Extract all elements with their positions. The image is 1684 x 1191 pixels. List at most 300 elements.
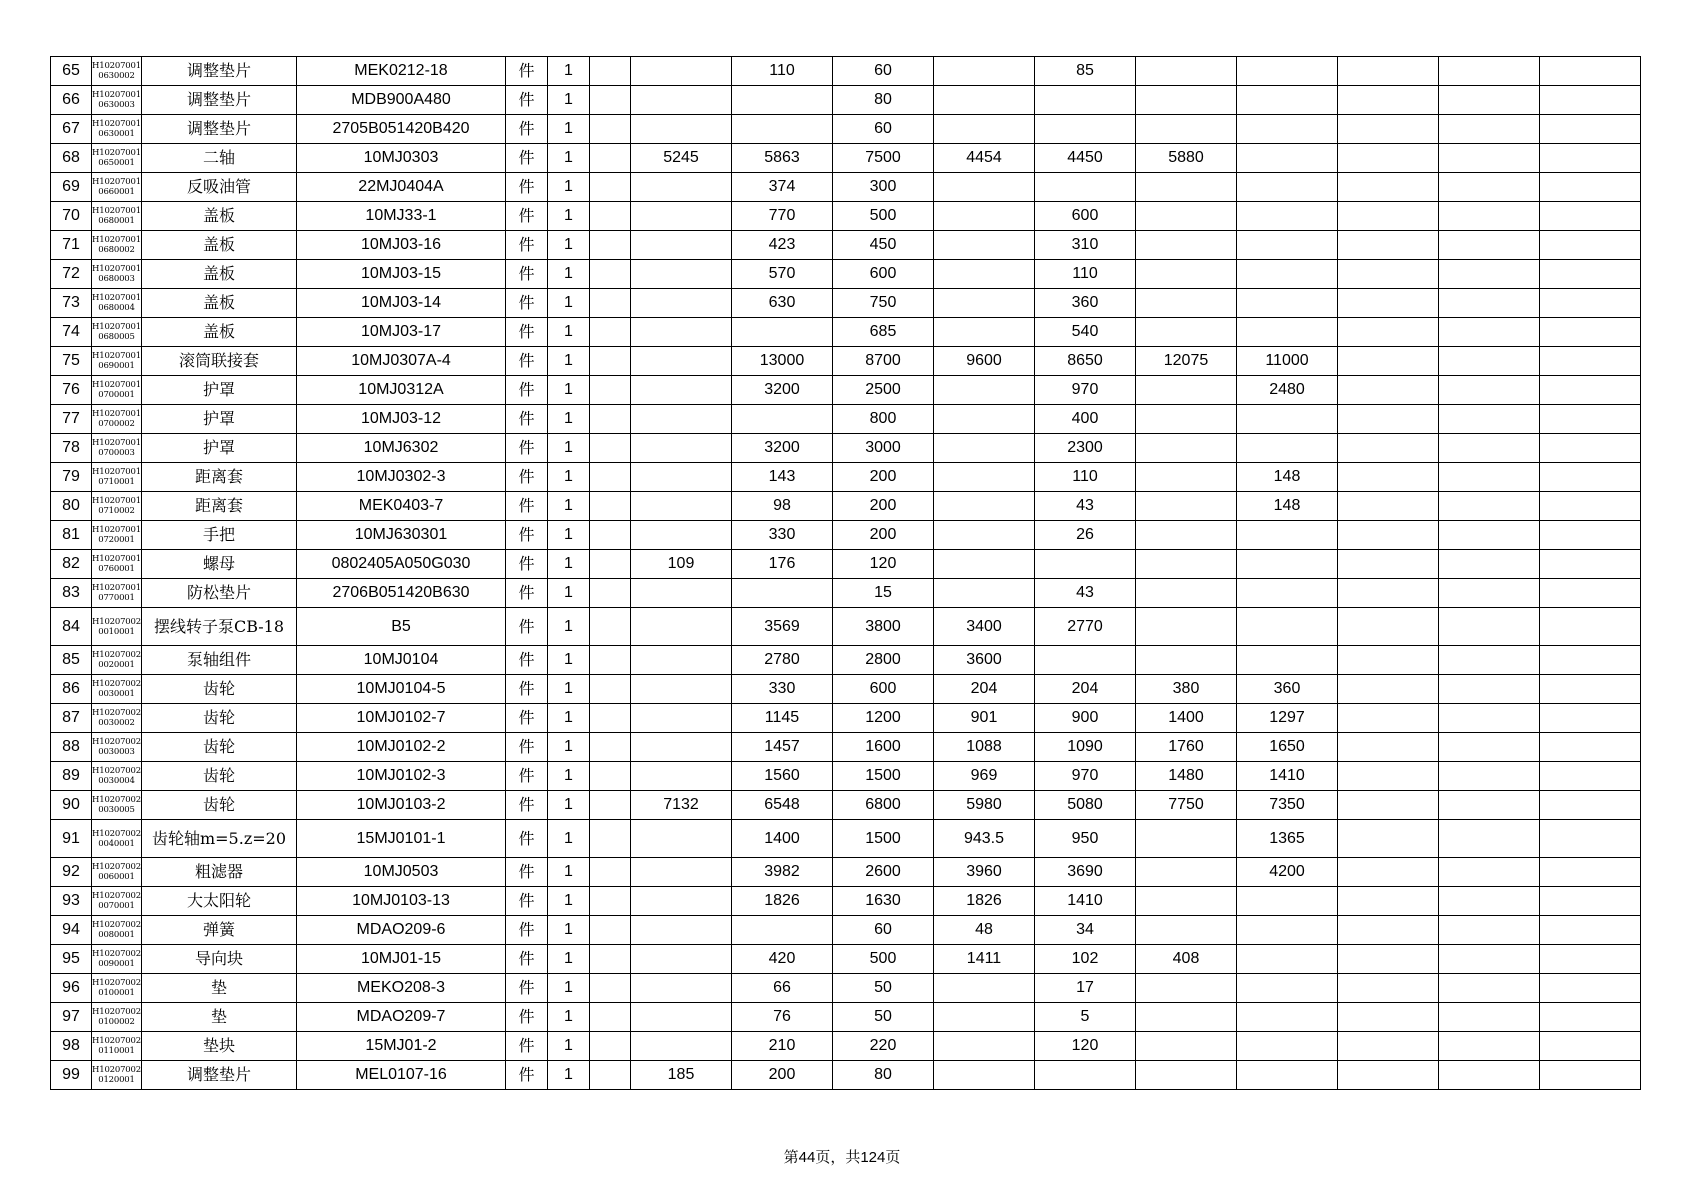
price-cell (1237, 202, 1338, 231)
price-cell (1338, 173, 1439, 202)
unit-cell: 件 (506, 704, 548, 733)
price-cell (1237, 887, 1338, 916)
table-row (51, 318, 1641, 347)
unit-cell: 件 (506, 260, 548, 289)
price-cell: 540 (1035, 318, 1136, 347)
item-code-line: 0700003 (98, 448, 135, 458)
quantity-cell: 1 (548, 733, 590, 762)
item-spec-cell: 10MJ0102-2 (297, 733, 506, 762)
price-cell: 8700 (833, 347, 934, 376)
item-code-cell (92, 820, 142, 858)
price-cell (631, 887, 732, 916)
price-cell: 76 (732, 1003, 833, 1032)
unit-cell: 件 (506, 550, 548, 579)
price-cell: 3000 (833, 434, 934, 463)
unit-cell: 件 (506, 579, 548, 608)
price-cell (590, 434, 631, 463)
price-cell (934, 405, 1035, 434)
price-cell (1439, 858, 1540, 887)
quantity-cell: 1 (548, 704, 590, 733)
price-cell: 110 (1035, 463, 1136, 492)
item-code-cell (92, 1003, 142, 1032)
item-code-line: 0030003 (98, 747, 135, 757)
price-cell (1439, 974, 1540, 1003)
price-cell (631, 1003, 732, 1032)
item-code-line: 0630001 (98, 129, 135, 139)
price-cell (590, 646, 631, 675)
price-cell (590, 376, 631, 405)
price-cell (1136, 376, 1237, 405)
row-number-cell: 85 (51, 646, 92, 675)
price-cell (1338, 791, 1439, 820)
price-cell (1338, 1061, 1439, 1090)
item-code-line: H10207001 (92, 438, 141, 448)
price-cell: 7750 (1136, 791, 1237, 820)
item-spec-cell: MEL0107-16 (297, 1061, 506, 1090)
price-cell (1338, 1032, 1439, 1061)
footer-prefix: 第 (783, 1148, 799, 1166)
price-cell (631, 733, 732, 762)
item-code-line: 0720001 (98, 535, 135, 545)
table-row (51, 916, 1641, 945)
item-code-cell (92, 858, 142, 887)
item-name-cell: 距离套 (142, 492, 297, 521)
row-number-cell: 96 (51, 974, 92, 1003)
item-code-line: 0700001 (98, 390, 135, 400)
price-cell: 5863 (732, 144, 833, 173)
quantity-cell: 1 (548, 791, 590, 820)
item-spec-cell: 10MJ03-16 (297, 231, 506, 260)
quantity-cell: 1 (548, 347, 590, 376)
item-spec-cell: 10MJ33-1 (297, 202, 506, 231)
price-cell (1540, 521, 1641, 550)
price-cell (1338, 820, 1439, 858)
price-cell: 600 (833, 260, 934, 289)
price-cell: 1500 (833, 820, 934, 858)
price-cell: 570 (732, 260, 833, 289)
item-spec-cell: 10MJ0103-2 (297, 791, 506, 820)
price-cell (1237, 231, 1338, 260)
price-cell (631, 820, 732, 858)
price-cell (1540, 347, 1641, 376)
price-cell (1540, 1003, 1641, 1032)
price-cell: 943.5 (934, 820, 1035, 858)
price-cell: 1630 (833, 887, 934, 916)
item-spec-cell: MDB900A480 (297, 86, 506, 115)
unit-cell: 件 (506, 173, 548, 202)
price-cell (590, 858, 631, 887)
item-code-line: H10207001 (92, 496, 141, 506)
price-cell: 200 (833, 463, 934, 492)
price-cell (1237, 260, 1338, 289)
row-number-cell: 92 (51, 858, 92, 887)
price-cell (590, 347, 631, 376)
item-name-cell: 摆线转子泵CB-18 (142, 608, 297, 646)
row-number-cell: 80 (51, 492, 92, 521)
item-code-line: H10207002 (92, 949, 141, 959)
item-code-cell (92, 675, 142, 704)
price-cell (1439, 704, 1540, 733)
table-row (51, 347, 1641, 376)
price-cell (1338, 675, 1439, 704)
price-cell (631, 231, 732, 260)
unit-cell: 件 (506, 945, 548, 974)
price-cell (590, 1032, 631, 1061)
price-cell: 900 (1035, 704, 1136, 733)
table-row (51, 608, 1641, 646)
item-code-line: 0700002 (98, 419, 135, 429)
price-cell: 43 (1035, 579, 1136, 608)
price-cell (1540, 550, 1641, 579)
item-spec-cell: 10MJ0104-5 (297, 675, 506, 704)
price-cell: 3800 (833, 608, 934, 646)
item-code-cell (92, 550, 142, 579)
price-cell (1540, 405, 1641, 434)
price-cell (1136, 463, 1237, 492)
price-cell: 204 (1035, 675, 1136, 704)
quantity-cell: 1 (548, 173, 590, 202)
price-cell (1035, 115, 1136, 144)
price-cell (1540, 916, 1641, 945)
item-name-cell: 大太阳轮 (142, 887, 297, 916)
price-cell (1439, 675, 1540, 704)
price-cell (1136, 820, 1237, 858)
price-cell (1439, 791, 1540, 820)
price-cell (1439, 945, 1540, 974)
price-cell (590, 675, 631, 704)
price-cell (1540, 434, 1641, 463)
item-spec-cell: 10MJ0303 (297, 144, 506, 173)
quantity-cell: 1 (548, 762, 590, 791)
price-cell (1439, 646, 1540, 675)
price-cell (732, 405, 833, 434)
unit-cell: 件 (506, 115, 548, 144)
price-cell: 1088 (934, 733, 1035, 762)
price-cell (1237, 646, 1338, 675)
table-row (51, 675, 1641, 704)
price-cell: 98 (732, 492, 833, 521)
item-spec-cell: MDAO209-7 (297, 1003, 506, 1032)
price-cell (1540, 115, 1641, 144)
price-cell (631, 289, 732, 318)
price-cell (1136, 608, 1237, 646)
price-cell (631, 646, 732, 675)
price-cell (1540, 791, 1641, 820)
row-number-cell: 95 (51, 945, 92, 974)
table-row (51, 231, 1641, 260)
item-code-cell (92, 762, 142, 791)
item-code-line: H10207001 (92, 177, 141, 187)
price-cell: 1090 (1035, 733, 1136, 762)
price-cell (1136, 86, 1237, 115)
price-cell: 6800 (833, 791, 934, 820)
price-cell (1338, 463, 1439, 492)
price-cell (1439, 86, 1540, 115)
price-cell (590, 1061, 631, 1090)
item-spec-cell: 10MJ0103-13 (297, 887, 506, 916)
price-cell: 3600 (934, 646, 1035, 675)
row-number-cell: 94 (51, 916, 92, 945)
price-cell (631, 202, 732, 231)
item-code-cell (92, 887, 142, 916)
price-cell (1136, 434, 1237, 463)
quantity-cell: 1 (548, 318, 590, 347)
quantity-cell: 1 (548, 86, 590, 115)
item-code-cell (92, 704, 142, 733)
price-cell (631, 858, 732, 887)
item-code-cell (92, 260, 142, 289)
unit-cell: 件 (506, 289, 548, 318)
price-cell (590, 1003, 631, 1032)
item-name-cell: 盖板 (142, 289, 297, 318)
price-cell (1540, 974, 1641, 1003)
item-code-cell (92, 144, 142, 173)
price-cell (590, 463, 631, 492)
price-cell (1338, 521, 1439, 550)
quantity-cell: 1 (548, 144, 590, 173)
item-spec-cell: 22MJ0404A (297, 173, 506, 202)
price-cell (1338, 405, 1439, 434)
price-cell: 6548 (732, 791, 833, 820)
item-name-cell: 反吸油管 (142, 173, 297, 202)
price-cell: 200 (833, 492, 934, 521)
item-code-line: H10207001 (92, 409, 141, 419)
price-cell (1338, 115, 1439, 144)
item-code-line: 0630003 (98, 100, 135, 110)
price-cell: 204 (934, 675, 1035, 704)
item-code-cell (92, 608, 142, 646)
price-cell (590, 762, 631, 791)
unit-cell: 件 (506, 733, 548, 762)
parts-price-table (50, 56, 1641, 1090)
price-cell (1338, 376, 1439, 405)
quantity-cell: 1 (548, 1061, 590, 1090)
item-code-cell (92, 579, 142, 608)
item-spec-cell: 10MJ03-12 (297, 405, 506, 434)
row-number-cell: 79 (51, 463, 92, 492)
price-cell (631, 704, 732, 733)
price-cell (590, 887, 631, 916)
quantity-cell: 1 (548, 820, 590, 858)
item-name-cell: 护罩 (142, 434, 297, 463)
price-cell: 5080 (1035, 791, 1136, 820)
item-name-cell: 垫 (142, 1003, 297, 1032)
row-number-cell: 78 (51, 434, 92, 463)
price-cell (1540, 608, 1641, 646)
table-row (51, 1003, 1641, 1032)
price-cell (1338, 646, 1439, 675)
unit-cell: 件 (506, 202, 548, 231)
table-row (51, 289, 1641, 318)
item-code-line: 0120001 (98, 1075, 135, 1085)
price-cell (934, 521, 1035, 550)
quantity-cell: 1 (548, 579, 590, 608)
price-cell (1540, 289, 1641, 318)
row-number-cell: 71 (51, 231, 92, 260)
price-cell (934, 202, 1035, 231)
price-cell (590, 202, 631, 231)
price-cell (1439, 318, 1540, 347)
price-cell: 3200 (732, 376, 833, 405)
price-cell: 148 (1237, 492, 1338, 521)
price-cell (1540, 318, 1641, 347)
price-cell (934, 1032, 1035, 1061)
item-code-line: H10207002 (92, 1007, 141, 1017)
price-cell (1439, 492, 1540, 521)
unit-cell: 件 (506, 231, 548, 260)
price-cell: 1650 (1237, 733, 1338, 762)
unit-cell: 件 (506, 86, 548, 115)
table-row (51, 434, 1641, 463)
price-cell (1237, 173, 1338, 202)
price-cell (732, 579, 833, 608)
price-cell (1136, 887, 1237, 916)
table-row (51, 820, 1641, 858)
price-cell (631, 347, 732, 376)
unit-cell: 件 (506, 1061, 548, 1090)
price-cell: 80 (833, 1061, 934, 1090)
item-spec-cell: 10MJ01-15 (297, 945, 506, 974)
price-cell (1035, 646, 1136, 675)
item-name-cell: 泵轴组件 (142, 646, 297, 675)
price-cell: 4200 (1237, 858, 1338, 887)
row-number-cell: 82 (51, 550, 92, 579)
quantity-cell: 1 (548, 608, 590, 646)
price-cell (934, 492, 1035, 521)
item-name-cell: 粗滤器 (142, 858, 297, 887)
price-cell (934, 115, 1035, 144)
price-cell: 17 (1035, 974, 1136, 1003)
item-code-line: 0650001 (98, 158, 135, 168)
price-cell (590, 521, 631, 550)
price-cell: 500 (833, 202, 934, 231)
price-cell (1338, 57, 1439, 86)
price-cell (1439, 550, 1540, 579)
table-row (51, 463, 1641, 492)
price-cell (1136, 1003, 1237, 1032)
item-spec-cell: 10MJ0302-3 (297, 463, 506, 492)
item-code-line: H10207001 (92, 322, 141, 332)
price-cell (590, 550, 631, 579)
price-cell (1237, 289, 1338, 318)
table-row (51, 791, 1641, 820)
item-code-cell (92, 646, 142, 675)
item-name-cell: 导向块 (142, 945, 297, 974)
price-cell: 102 (1035, 945, 1136, 974)
price-cell (631, 675, 732, 704)
table-row (51, 1061, 1641, 1090)
price-cell (732, 115, 833, 144)
price-cell: 7350 (1237, 791, 1338, 820)
price-cell: 500 (833, 945, 934, 974)
item-code-line: 0690001 (98, 361, 135, 371)
item-name-cell: 盖板 (142, 318, 297, 347)
price-cell: 423 (732, 231, 833, 260)
price-cell: 3982 (732, 858, 833, 887)
price-cell (1136, 916, 1237, 945)
price-cell (1338, 916, 1439, 945)
row-number-cell: 88 (51, 733, 92, 762)
unit-cell: 件 (506, 762, 548, 791)
table-row (51, 144, 1641, 173)
item-spec-cell: 0802405A050G030 (297, 550, 506, 579)
item-code-line: 0070001 (98, 901, 135, 911)
quantity-cell: 1 (548, 202, 590, 231)
unit-cell: 件 (506, 57, 548, 86)
price-cell: 1457 (732, 733, 833, 762)
price-cell (732, 318, 833, 347)
price-cell (1540, 762, 1641, 791)
item-spec-cell: MEKO208-3 (297, 974, 506, 1003)
price-cell (1338, 231, 1439, 260)
price-cell: 50 (833, 974, 934, 1003)
item-code-line: 0680005 (98, 332, 135, 342)
price-cell: 110 (1035, 260, 1136, 289)
item-name-cell: 齿轮 (142, 704, 297, 733)
price-cell: 210 (732, 1032, 833, 1061)
price-cell: 450 (833, 231, 934, 260)
table-row (51, 762, 1641, 791)
item-spec-cell: 10MJ0503 (297, 858, 506, 887)
item-spec-cell: 15MJ01-2 (297, 1032, 506, 1061)
price-cell (1136, 57, 1237, 86)
price-cell (590, 115, 631, 144)
price-cell: 1500 (833, 762, 934, 791)
price-cell (934, 463, 1035, 492)
table-row (51, 115, 1641, 144)
unit-cell: 件 (506, 858, 548, 887)
item-spec-cell: 10MJ03-17 (297, 318, 506, 347)
quantity-cell: 1 (548, 405, 590, 434)
price-cell: 50 (833, 1003, 934, 1032)
price-cell (1439, 916, 1540, 945)
price-cell: 11000 (1237, 347, 1338, 376)
unit-cell: 件 (506, 887, 548, 916)
price-cell (1136, 405, 1237, 434)
price-cell: 420 (732, 945, 833, 974)
price-cell: 3400 (934, 608, 1035, 646)
row-number-cell: 77 (51, 405, 92, 434)
item-code-cell (92, 974, 142, 1003)
price-cell (1338, 974, 1439, 1003)
item-spec-cell: 10MJ630301 (297, 521, 506, 550)
price-cell: 1411 (934, 945, 1035, 974)
price-cell: 110 (732, 57, 833, 86)
price-cell (631, 115, 732, 144)
item-code-line: H10207002 (92, 828, 141, 839)
price-cell: 3569 (732, 608, 833, 646)
item-code-line: 0030004 (98, 776, 135, 786)
price-cell (1338, 289, 1439, 318)
table-row (51, 86, 1641, 115)
quantity-cell: 1 (548, 1003, 590, 1032)
price-cell: 12075 (1136, 347, 1237, 376)
price-cell (1439, 405, 1540, 434)
price-cell (1540, 704, 1641, 733)
price-cell (1338, 202, 1439, 231)
row-number-cell: 87 (51, 704, 92, 733)
item-spec-cell: B5 (297, 608, 506, 646)
unit-cell: 件 (506, 916, 548, 945)
price-cell (1338, 434, 1439, 463)
unit-cell: 件 (506, 974, 548, 1003)
price-cell: 1826 (934, 887, 1035, 916)
price-cell (590, 405, 631, 434)
row-number-cell: 74 (51, 318, 92, 347)
item-code-line: 0030001 (98, 689, 135, 699)
item-code-line: H10207002 (92, 862, 141, 872)
price-cell (1338, 887, 1439, 916)
